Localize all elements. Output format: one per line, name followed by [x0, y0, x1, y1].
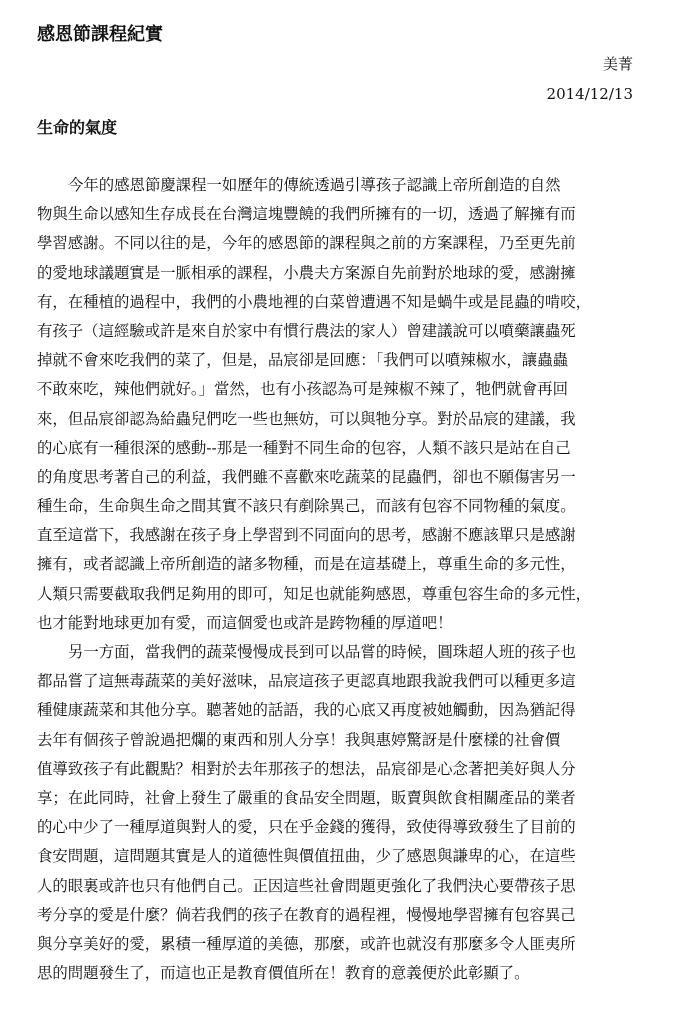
document-date: 2014/12/13	[546, 85, 633, 103]
body-line: 物與生命以感知生存成長在台灣這塊豐饒的我們所擁有的一切，透過了解擁有而	[37, 205, 576, 224]
body-line: 的角度思考著自己的利益，我們雖不喜歡來吃蔬菜的昆蟲們，卻也不願傷害另一	[37, 467, 576, 486]
body-line: 不敢來吃，辣他們就好。」當然，也有小孩認為可是辣椒不辣了，牠們就會再回	[37, 380, 568, 399]
section-subtitle: 生命的氣度	[37, 118, 118, 137]
author-name: 美菁	[602, 55, 633, 73]
body-line: 人類只需要截取我們足夠用的即可，知足也就能夠感恩，尊重包容生命的多元性，	[37, 584, 592, 603]
body-line: 擁有，或者認識上帝所創造的諸多物種，而是在這基礎上，尊重生命的多元性，	[37, 555, 576, 574]
body-line: 與分享美好的愛，累積一種厚道的美德，那麼，或許也就沒有那麼多令人匪夷所	[37, 934, 576, 953]
body-line: 的愛地球議題實是一脈相承的課程，小農夫方案源自先前對於地球的愛，感謝擁	[37, 263, 576, 282]
body-text	[37, 171, 633, 988]
body-line: 食安問題，這問題其實是人的道德性與價值扭曲，少了感恩與謙卑的心，在這些	[37, 847, 576, 866]
body-line: 掉就不會來吃我們的菜了，但是，品宸卻是回應：「我們可以噴辣椒水，讓蟲蟲	[37, 351, 568, 370]
body-line: 也才能對地球更加有愛，而這個愛也或許是跨物種的厚道吧！	[37, 613, 453, 632]
body-line: 另一方面，當我們的蔬菜慢慢成長到可以品嘗的時候，圓珠超人班的孩子也	[68, 643, 576, 661]
body-line: 的心底有一種很深的感動--那是一種對不同生命的包容，人類不該只是站在自己	[37, 438, 571, 457]
body-line: 值導致孩子有此觀點？相對於去年那孩子的想法，品宸卻是心念著把美好與人分	[37, 759, 576, 778]
body-line: 享；在此同時，社會上發生了嚴重的食品安全問題，販賣與飲食相關產品的業者	[37, 788, 576, 807]
body-line: 都品嘗了這無毒蔬菜的美好滋味，品宸這孩子更認真地跟我說我們可以種更多這	[37, 672, 576, 691]
body-line: 種生命，生命與生命之間其實不該只有剷除異己，而該有包容不同物種的氣度。	[37, 497, 576, 516]
body-line: 有孩子（這經驗或許是來自於家中有慣行農法的家人）曾建議說可以噴藥讓蟲死	[37, 321, 576, 340]
body-line: 今年的感恩節慶課程一如歷年的傳統透過引導孩子認識上帝所創造的自然	[68, 176, 561, 194]
body-line: 思的問題發生了，而這也正是教育價值所在！教育的意義便於此彰顯了。	[37, 964, 530, 983]
body-line: 直至這當下，我感謝在孩子身上學習到不同面向的思考，感謝不應該單只是感謝	[37, 526, 576, 545]
body-line: 的心中少了一種厚道與對人的愛，只在乎金錢的獲得，致使得導致發生了目前的	[37, 818, 576, 837]
body-line: 有，在種植的過程中，我們的小農地裡的白菜曾遭遇不知是蝸牛或是昆蟲的啃咬，	[37, 292, 592, 311]
body-line: 來，但品宸卻認為給蟲兒們吃一些也無妨，可以與牠分享。對於品宸的建議，我	[37, 409, 576, 428]
body-line: 學習感謝。不同以往的是，今年的感恩節的課程與之前的方案課程，乃至更先前	[37, 234, 576, 253]
body-line: 人的眼裏或許也只有他們自己。正因這些社會問題更強化了我們決心要帶孩子思	[37, 876, 576, 895]
document-title: 感恩節課程紀實	[37, 24, 163, 45]
body-line: 考分享的愛是什麼？倘若我們的孩子在教育的過程裡，慢慢地學習擁有包容異己	[37, 905, 576, 924]
body-line: 種健康蔬菜和其他分享。聽著她的話語，我的心底又再度被她觸動，因為猶記得	[37, 701, 576, 720]
body-line: 去年有個孩子曾說過把爛的東西和別人分享！我與惠婷驚訝是什麼樣的社會價	[37, 730, 561, 749]
